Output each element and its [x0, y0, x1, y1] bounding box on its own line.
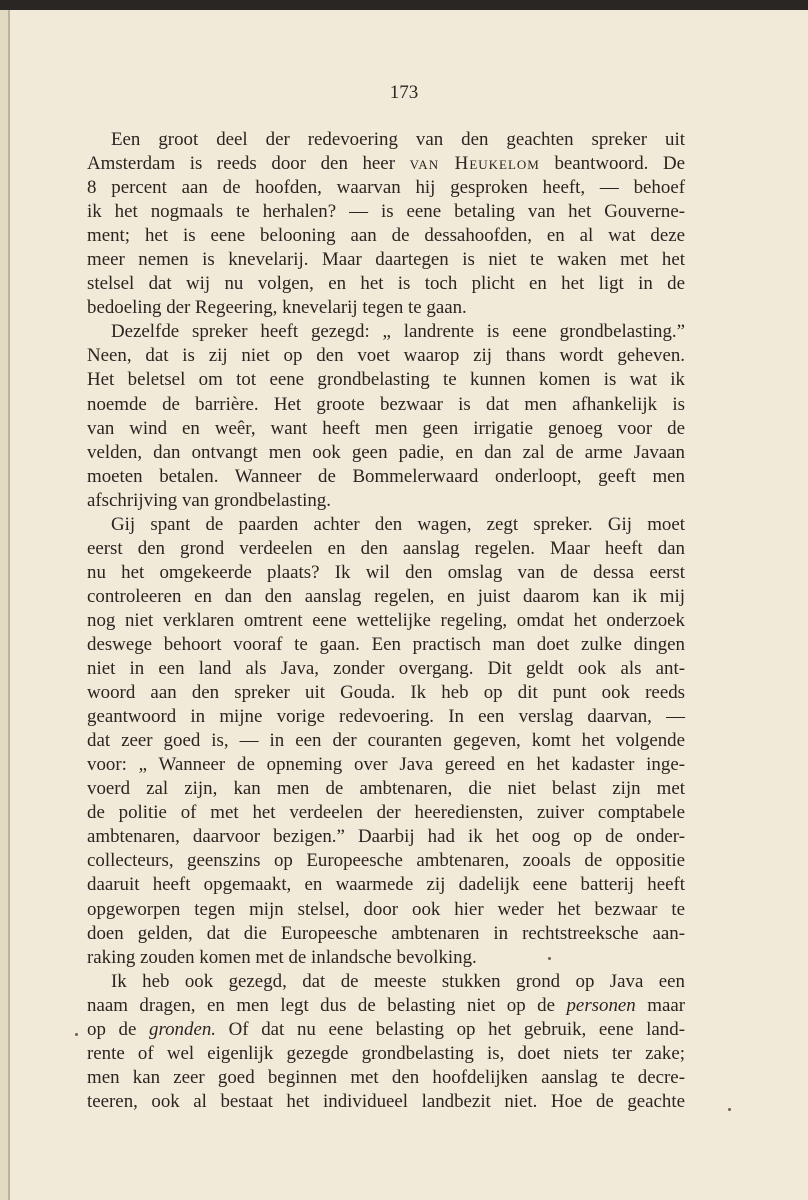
- text-line: [87, 633, 685, 657]
- text-run: eerst den grond verdeelen en den aanslag regelen. Maar heeft dan: [87, 537, 685, 559]
- text-line: [87, 176, 685, 200]
- text-run: voor: „ Wanneer de opneming over Java gereed en het kadaster inge-: [87, 754, 685, 776]
- text-run: Het beletsel om tot eene grondbelasting te kunnen komen is wat ik: [87, 369, 685, 391]
- text-line: [87, 489, 685, 513]
- text-run: noemde de barrière. Het groote bezwaar is dat men afhankelijk is: [87, 393, 685, 415]
- text-line: [87, 681, 685, 705]
- text-run: ment; het is eene belooning aan de dessahoofden, en al wat deze: [87, 225, 685, 247]
- text-run: 8 percent aan de hoofden, waarvan hij gesproken heeft, — behoef: [87, 177, 685, 199]
- text-line: [87, 970, 685, 994]
- text-line: [87, 248, 685, 272]
- text-line: [87, 344, 685, 368]
- text-line: [87, 200, 685, 224]
- text-run: ambtenaren, daarvoor bezigen.” Daarbij had ik het oog op de onder-: [87, 826, 685, 848]
- text-run: de politie of met het verdeelen der heerediensten, zuiver comptabele: [87, 802, 685, 824]
- text-line: [87, 801, 685, 825]
- italic-word: gronden.: [149, 1018, 216, 1040]
- page-number: 173: [389, 82, 419, 103]
- text-line: [87, 561, 685, 585]
- text-run: beantwoord. De: [539, 153, 685, 175]
- text-run: teeren, ook al bestaat het individueel landbezit niet. Hoe de geachte: [87, 1090, 685, 1112]
- text-run: Gij spant de paarden achter den wagen, zegt spreker. Gij moet: [111, 513, 685, 535]
- text-line: [87, 1090, 685, 1114]
- text-run: opgeworpen tegen mijn stelsel, door ook hier weder het bezwaar te: [87, 898, 685, 920]
- text-run: niet in een land als Java, zonder overgang. Dit geldt ook als ant-: [87, 658, 685, 680]
- paper-speck: [728, 1108, 731, 1111]
- text-line: [87, 825, 685, 849]
- text-line: [87, 657, 685, 681]
- text-run: voerd zal zijn, kan men de ambtenaren, die niet belast zijn met: [87, 778, 685, 800]
- text-run: rente of wel eigenlijk gezegde grondbelasting is, doet niets ter zake;: [87, 1042, 685, 1064]
- text-line: [87, 1042, 685, 1066]
- text-run: afschrijving van grondbelasting.: [87, 489, 331, 511]
- text-line: [87, 296, 685, 320]
- text-line: [87, 224, 685, 248]
- text-line: [87, 585, 685, 609]
- text-line: [87, 729, 685, 753]
- text-line: [87, 1066, 685, 1090]
- text-line: [87, 1018, 685, 1042]
- text-line: [87, 272, 685, 296]
- text-run: men kan zeer goed beginnen met den hoofdelijken aanslag te decre-: [87, 1066, 685, 1088]
- text-run: Of dat nu eene belasting op het gebruik, eene land-: [216, 1018, 685, 1040]
- text-line: [87, 946, 685, 970]
- text-run: dat zeer goed is, — in een der couranten gegeven, komt het volgende: [87, 730, 685, 752]
- text-line: [87, 753, 685, 777]
- book-page: [0, 10, 808, 1200]
- text-run: op de: [87, 1018, 150, 1040]
- italic-word: personen: [566, 994, 636, 1016]
- text-line: [87, 393, 685, 417]
- text-run: meer nemen is knevelarij. Maar daartegen is niet te waken met het: [87, 249, 685, 271]
- paper-speck: [75, 1033, 78, 1036]
- text-run: naam dragen, en men legt dus de belasting niet op de: [87, 994, 567, 1016]
- text-run: daaruit heeft opgemaakt, en waarmede zij dadelijk eene batterij heeft: [87, 874, 685, 896]
- text-run: woord aan den spreker uit Gouda. Ik heb op dit punt ook reeds: [87, 682, 685, 704]
- text-line: [87, 465, 685, 489]
- paper-speck: [548, 957, 551, 960]
- text-run: controleeren en dan den aanslag regelen, en juist daarom kan ik mij: [87, 585, 685, 607]
- text-line: [87, 609, 685, 633]
- text-run: bedoeling der Regeering, knevelarij tegen te gaan.: [87, 297, 467, 319]
- text-run: velden, dan ontvangt men ook geen padie, en dan zal de arme Javaan: [87, 441, 685, 463]
- text-run: collecteurs, geenszins op Europeesche ambtenaren, zooals de oppositie: [87, 850, 685, 872]
- text-run: stelsel dat wij nu volgen, en het is toch plicht en het ligt in de: [87, 273, 685, 295]
- text-line: [87, 898, 685, 922]
- text-run: Een groot deel der redevoering van den geachten spreker uit: [111, 129, 685, 150]
- text-line: [87, 873, 685, 897]
- text-line: [87, 368, 685, 392]
- text-run: Dezelfde spreker heeft gezegd: „ landrente is eene grondbelasting.”: [111, 321, 685, 343]
- text-line: [87, 849, 685, 873]
- text-run: moeten betalen. Wanneer de Bommelerwaard onderloopt, geeft men: [87, 465, 685, 487]
- text-run: Amsterdam is reeds door den heer: [87, 153, 410, 175]
- text-line: [87, 922, 685, 946]
- text-line: [87, 441, 685, 465]
- text-run: Ik heb ook gezegd, dat de meeste stukken grond op Java een: [111, 970, 685, 992]
- text-line: [87, 417, 685, 441]
- text-run: nu het omgekeerde plaats? Ik wil den omslag van de dessa eerst: [87, 561, 685, 583]
- text-run: geantwoord in mijne vorige redevoering. In een verslag daarvan, —: [87, 706, 685, 728]
- text-run: raking zouden komen met de inlandsche bevolking.: [87, 946, 477, 968]
- text-run: van wind en weêr, want heeft men geen irrigatie genoeg voor de: [87, 417, 685, 439]
- text-run: maar: [635, 994, 685, 1016]
- small-caps-name: van Heukelom: [409, 153, 540, 175]
- text-line: [87, 513, 685, 537]
- text-line: [87, 128, 685, 152]
- text-line: [87, 537, 685, 561]
- text-line: [87, 777, 685, 801]
- text-line: [87, 152, 685, 176]
- text-run: deswege behoort vooraf te gaan. Een practisch man doet zulke dingen: [87, 633, 685, 655]
- text-run: ik het nogmaals te herhalen? — is eene betaling van het Gouverne-: [87, 201, 685, 223]
- text-line: [87, 994, 685, 1018]
- text-run: doen gelden, dat die Europeesche ambtenaren in rechtstreeksche aan-: [87, 922, 685, 944]
- body-text: [87, 128, 685, 1114]
- text-run: nog niet verklaren omtrent eene wettelijke regeling, omdat het onderzoek: [87, 609, 685, 631]
- text-line: [87, 320, 685, 344]
- text-line: [87, 705, 685, 729]
- text-run: Neen, dat is zij niet op den voet waarop zij thans wordt geheven.: [87, 345, 685, 367]
